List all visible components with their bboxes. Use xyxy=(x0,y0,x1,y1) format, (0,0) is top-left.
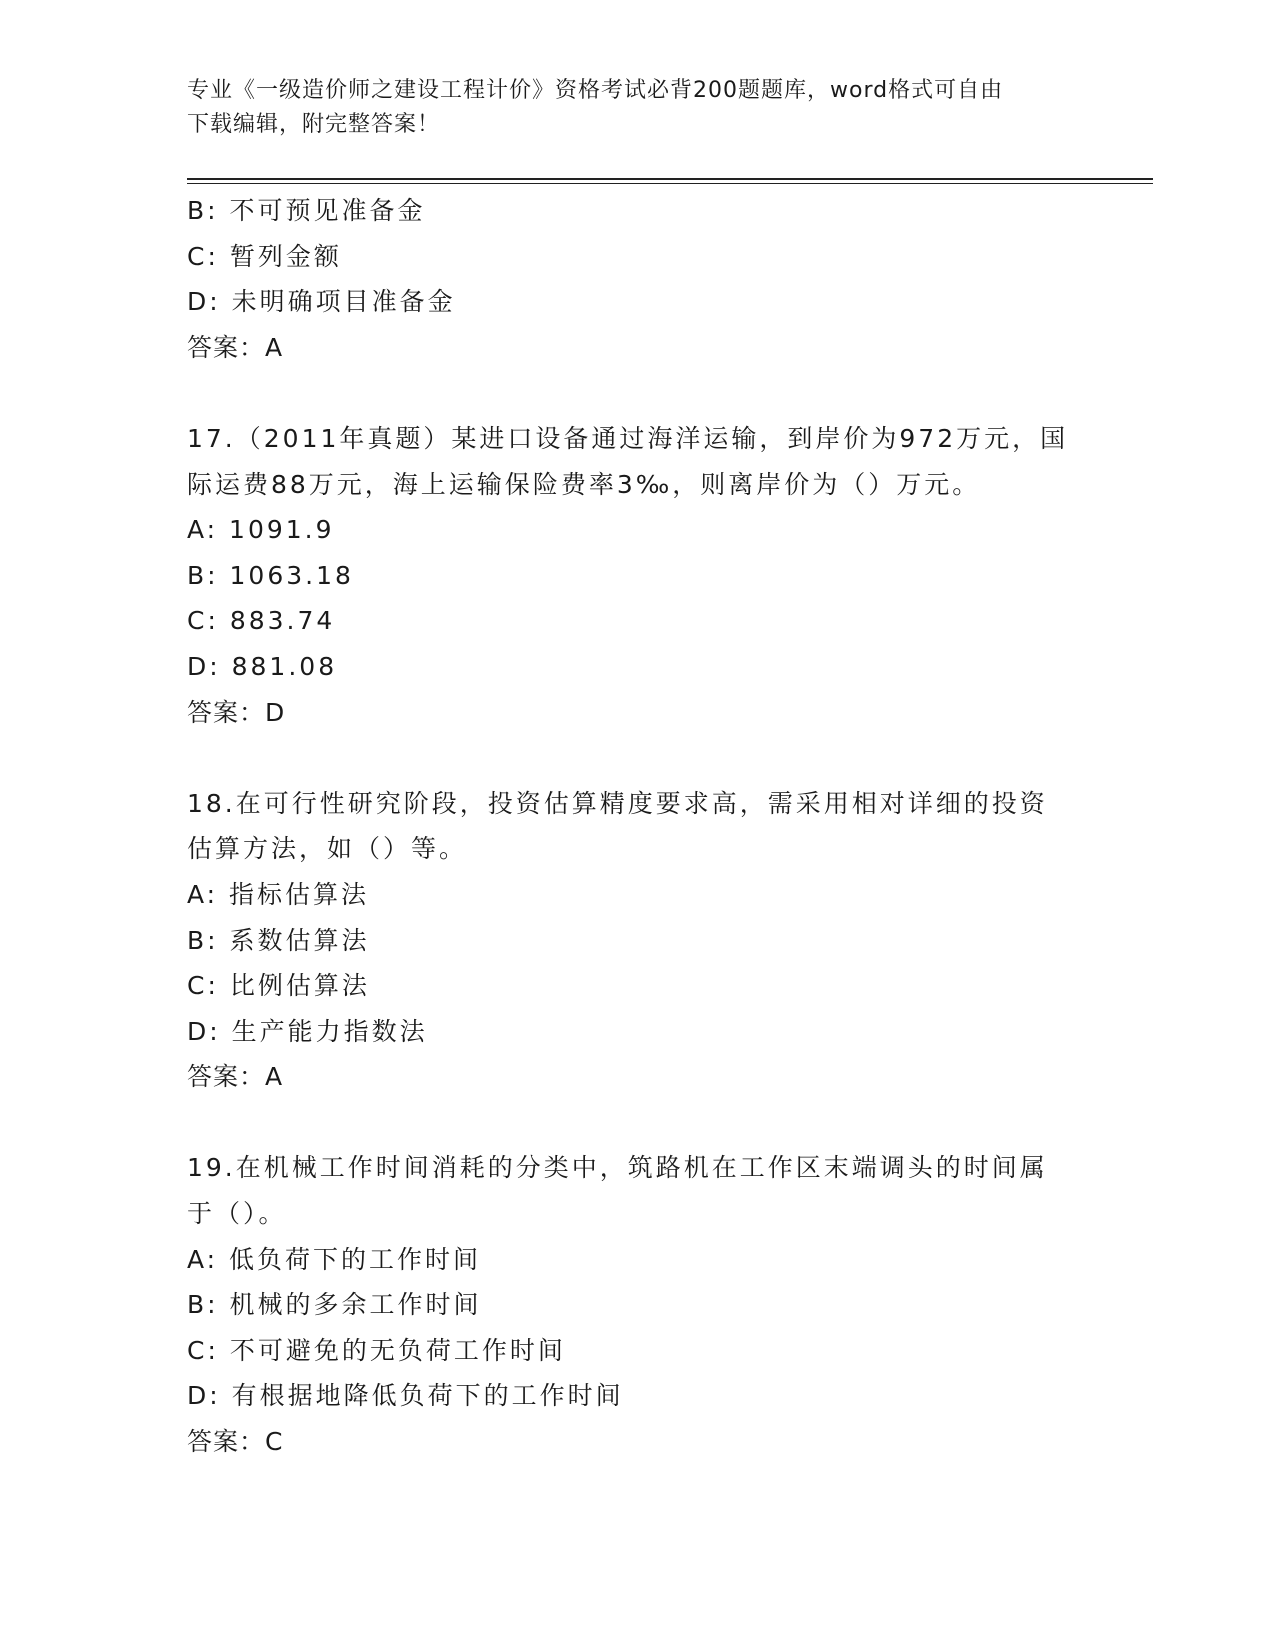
option-b: B: 系数估算法 xyxy=(187,925,370,955)
question-stem-line-1: 17.（2011年真题）某进口设备通过海洋运输，到岸价为972万元，国 xyxy=(187,423,1069,453)
spacer xyxy=(187,1100,1087,1146)
answer-line: 答案：C xyxy=(187,1427,284,1457)
answer-line: 答案：A xyxy=(187,332,284,362)
question-18 xyxy=(187,781,1087,1100)
question-stem-line-2: 于（）。 xyxy=(187,1199,287,1229)
option-b: B: 不可预见准备金 xyxy=(187,196,426,225)
header-divider-thin xyxy=(187,183,1153,184)
header-line-2: 下载编辑，附完整答案！ xyxy=(187,112,441,137)
question-16-continued xyxy=(187,188,1087,370)
option-c: C: 不可避免的无负荷工作时间 xyxy=(187,1335,566,1365)
question-17 xyxy=(187,416,1087,735)
question-stem-line-1: 18.在可行性研究阶段，投资估算精度要求高，需采用相对详细的投资 xyxy=(187,788,1048,818)
option-c: C: 883.74 xyxy=(187,606,336,636)
option-a: A: 1091.9 xyxy=(187,515,335,545)
answer-line: 答案：A xyxy=(187,1062,284,1092)
spacer xyxy=(187,735,1087,781)
option-c: C: 暂列金额 xyxy=(187,241,342,271)
header-divider-thick xyxy=(187,178,1153,180)
option-a: A: 指标估算法 xyxy=(187,879,370,909)
option-a: A: 低负荷下的工作时间 xyxy=(187,1244,482,1274)
question-stem-line-2: 估算方法，如（）等。 xyxy=(187,834,468,864)
document-header xyxy=(187,74,1087,142)
option-d: D: 生产能力指数法 xyxy=(187,1016,428,1046)
option-d: D: 未明确项目准备金 xyxy=(187,287,456,317)
question-stem-line-2: 际运费88万元，海上运输保险费率3‰，则离岸价为（）万元。 xyxy=(187,469,981,499)
option-c: C: 比例估算法 xyxy=(187,971,370,1001)
option-b: B: 机械的多余工作时间 xyxy=(187,1290,482,1320)
spacer xyxy=(187,370,1087,416)
question-stem-line-1: 19.在机械工作时间消耗的分类中，筑路机在工作区末端调头的时间属 xyxy=(187,1153,1048,1183)
option-d: D: 有根据地降低负荷下的工作时间 xyxy=(187,1381,624,1411)
option-b: B: 1063.18 xyxy=(187,560,354,590)
document-body xyxy=(187,188,1087,1465)
answer-line: 答案：D xyxy=(187,697,286,727)
question-19 xyxy=(187,1145,1087,1464)
option-d: D: 881.08 xyxy=(187,651,338,681)
header-line-1: 专业《一级造价师之建设工程计价》资格考试必背200题题库，word格式可自由 xyxy=(187,78,1004,103)
